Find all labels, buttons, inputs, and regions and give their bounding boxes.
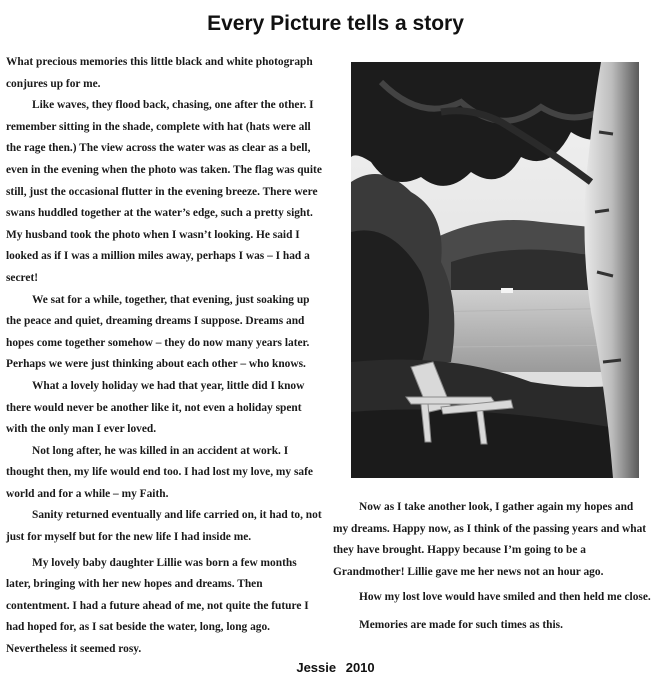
left-text-column — [6, 52, 324, 661]
author-signature: Jessie 2010 — [296, 660, 375, 675]
paragraph-7: My lovely baby daughter Lillie was born a few months later, bringing with her new hopes and dreams. Then contentment. I had a future ahead of me, not quite the future I had hoped for, as I sat beside the water, long, long ago. Nevertheless it seemed rosy. — [6, 556, 309, 656]
page-title: Every Picture tells a story — [207, 12, 464, 35]
paragraph-1: What precious memories this little black and white photograph conjures up for me. — [6, 56, 313, 90]
paragraph-10: Memories are made for such times as this. — [359, 618, 563, 631]
paragraph-4: What a lovely holiday we had that year, little did I know there would never be another like it, not even a holiday spent with the only man I ever loved. — [6, 379, 305, 436]
black-and-white-photograph — [351, 62, 639, 478]
paragraph-3: We sat for a while, together, that evening, just soaking up the peace and quiet, dreaming dreams I suppose. Dreams and hopes come together somehow – they do now many years later. Perhaps we were just thinking about each other – who knows. — [6, 293, 310, 371]
paragraph-9: How my lost love would have smiled and then held me close. — [359, 591, 651, 604]
paragraph-6: Sanity returned eventually and life carried on, it had to, not just for myself but for the new life I had inside me. — [6, 509, 322, 544]
paragraph-5: Not long after, he was killed in an accident at work. I thought then, my life would end too. I had lost my love, my safe world and for a while – my Faith. — [6, 444, 313, 500]
right-text-column — [333, 497, 651, 637]
paragraph-8: Now as I take another look, I gather again my hopes and my dreams. Happy now, as I think of the passing years and what they have brought. Happy because I’m going to be a Grandmother! Lillie gave me her news not an hour ago. — [333, 501, 647, 578]
paragraph-2: Like waves, they flood back, chasing, one after the other. I remember sitting in the shade, complete with hat (hats were all the rage then.) The view across the water was as clear as a bell, even in the evening when the photo was taken. The flag was quite still, just the occasional flutter in the evening breeze. There were swans huddled together at the water’s edge, such a pretty sight. My husband took the photo when I wasn’t looking. He said I looked as if I was a million miles away, perhaps I was – I had a secret! — [6, 99, 322, 284]
